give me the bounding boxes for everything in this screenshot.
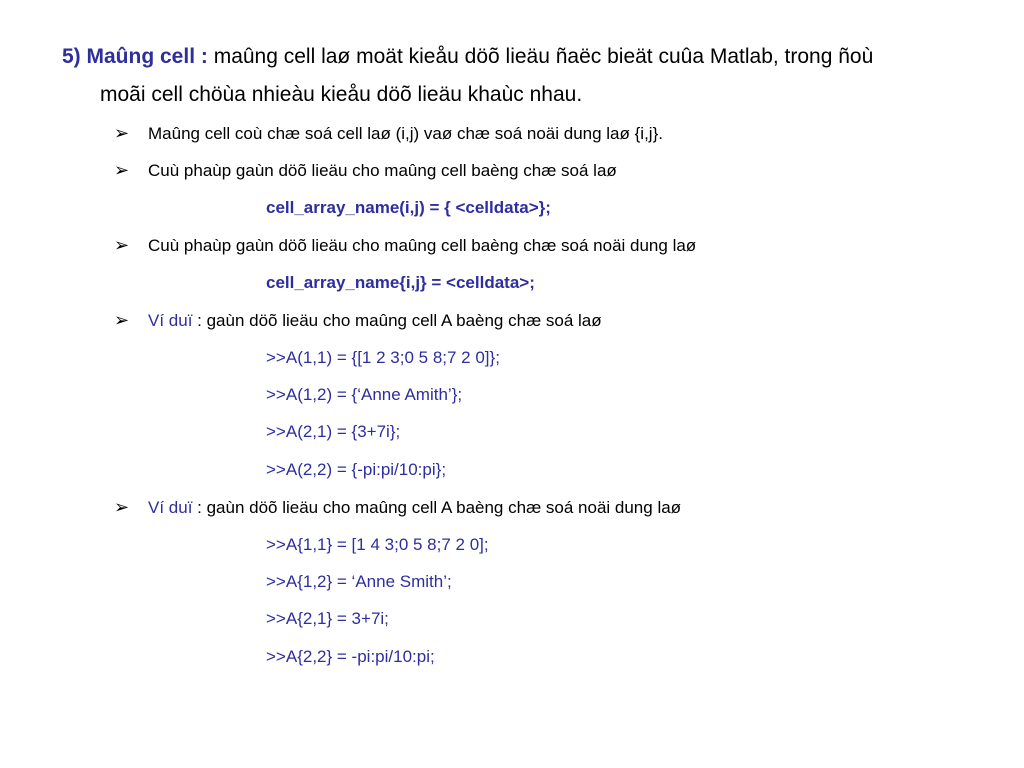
bullet-text: Maûng cell coù chæ soá cell laø (i,j) vaø chæ soá noäi dung laø {i,j}. [148, 124, 663, 143]
syntax-index: cell_array_name(i,j) = { <celldata>}; [266, 198, 551, 217]
section-heading [24, 38, 1002, 114]
bullet-item [114, 233, 696, 258]
bullet-text: Cuù phaùp gaùn döõ lieäu cho maûng cell baèng chæ soá noäi dung laø [148, 236, 697, 255]
bullet-text: : gaùn döõ lieäu cho maûng cell A baèng chæ soá laø [192, 311, 602, 330]
bullet-item [114, 121, 663, 146]
code-line: >>A{2,1} = 3+7i; [266, 609, 389, 628]
code-line: >>A(2,2) = {-pi:pi/10:pi}; [266, 460, 447, 479]
arrow-bullet-icon: ➢ [114, 235, 130, 255]
arrow-bullet-icon: ➢ [114, 160, 130, 180]
code-line: >>A(1,1) = {[1 2 3;0 5 8;7 2 0]}; [266, 348, 500, 367]
bullet-item [114, 158, 617, 183]
bullet-item [114, 308, 602, 333]
bullet-text: : gaùn döõ lieäu cho maûng cell A baèng chæ soá noäi dung laø [192, 498, 682, 517]
section-description-line2: moãi cell chöùa nhieàu kieåu döõ lieäu khaùc nhau. [100, 83, 583, 106]
bullet-text: Cuù phaùp gaùn döõ lieäu cho maûng cell baèng chæ soá laø [148, 161, 617, 180]
code-line: >>A(2,1) = {3+7i}; [266, 422, 401, 441]
code-line: >>A{2,2} = -pi:pi/10:pi; [266, 647, 435, 666]
section-description-line1: maûng cell laø moät kieåu döõ lieäu ñaëc bieät cuûa Matlab, trong ñoù [213, 45, 874, 68]
arrow-bullet-icon: ➢ [114, 310, 130, 330]
syntax-content: cell_array_name{i,j} = <celldata>; [266, 273, 535, 292]
code-line: >>A{1,1} = [1 4 3;0 5 8;7 2 0]; [266, 535, 489, 554]
arrow-bullet-icon: ➢ [114, 123, 130, 143]
code-line: >>A(1,2) = {‘Anne Amith’}; [266, 385, 463, 404]
code-line: >>A{1,2} = ‘Anne Smith’; [266, 572, 452, 591]
section-label: 5) Maûng cell : [62, 45, 208, 68]
example-label: Ví duï [148, 498, 193, 517]
arrow-bullet-icon: ➢ [114, 497, 130, 517]
example-label: Ví duï [148, 311, 193, 330]
bullet-item [114, 495, 681, 520]
